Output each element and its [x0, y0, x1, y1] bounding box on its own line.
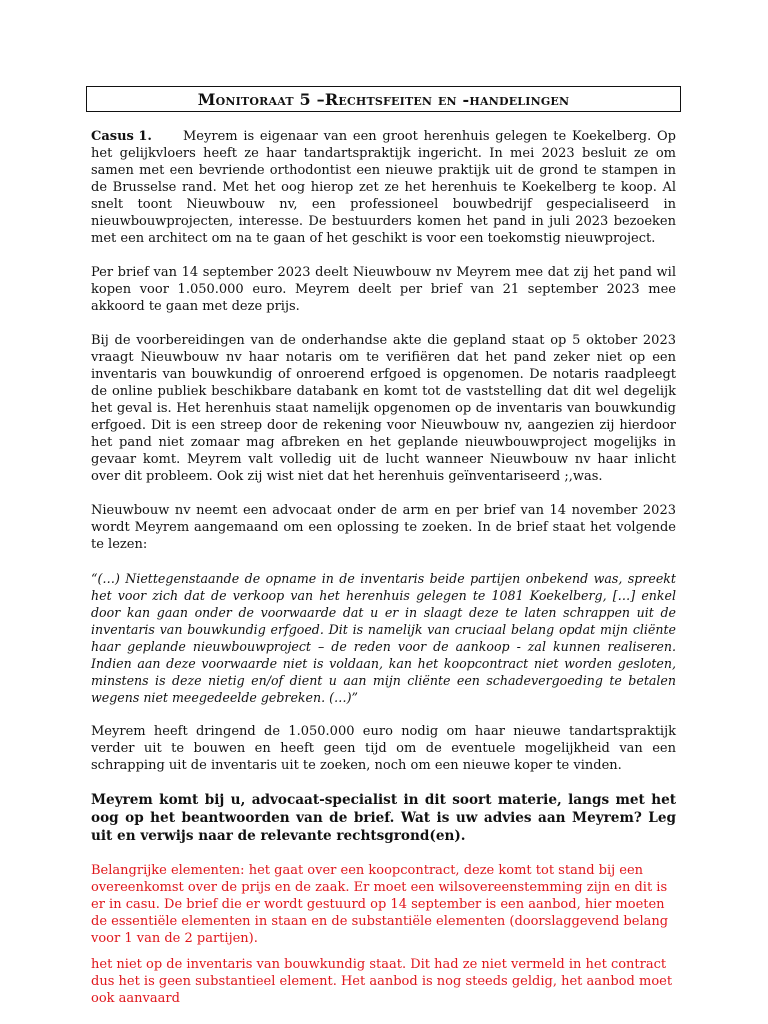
casus-intro: Meyrem is eigenaar van een groot herenhuis gelegen te Koekelberg. Op het gelijkvloers heeft ze haar tandartspraktijk ingericht. In mei 2023 besluit ze om samen met een bevriende orthodontist een nieuwe praktijk uit de grond te stampen in de Brusselse rand. Met het oog hierop zet ze het herenhuis te Koekelberg te koop. Al snelt toont Nieuwbouw nv, een professioneel bouwbedrijf gespecialiseerd in nieuwbouwprojecten, interesse. De bestuurders komen het pand in juli 2023 bezoeken met een architect om na te gaan of het geschikt is voor een toekomstig nieuwproject. — [91, 129, 676, 246]
title-prefix: Monitoraat 5 – — [197, 89, 325, 109]
document-body — [91, 128, 676, 1024]
paragraph-notary: Bij de voorbereidingen van de onderhandse akte die gepland staat op 5 oktober 2023 vraagt Nieuwbouw nv haar notaris om te verifiëren dat het pand zeker niet op een inventaris van bouwkundig of onroerend erfgoed is opgenomen. De notaris raadpleegt de online publiek beschikbare databank en komt tot de vaststelling dat dit wel degelijk het geval is. Het herenhuis staat namelijk opgenomen op de inventaris van bouwkundig erfgoed. Dit is een streep door de rekening voor Nieuwbouw nv, aangezien zij hierdoor het pand niet zomaar mag afbreken en het geplande nieuwbouwproject mogelijks in gevaar komt. Meyrem valt volledig uit de lucht wanneer Nieuwbouw nv haar inlicht over dit probleem. Ook zij wist niet dat het herenhuis geïnventariseerd ;,was. — [91, 333, 676, 484]
paragraph-letter: Nieuwbouw nv neemt een advocaat onder de arm en per brief van 14 november 2023 wordt Meyrem aangemaand om een oplossing te zoeken. In de brief staat het volgende te lezen: — [91, 503, 676, 552]
paragraph-offer: Per brief van 14 september 2023 deelt Nieuwbouw nv Meyrem mee dat zij het pand wil kopen voor 1.050.000 euro. Meyrem deelt per brief van 21 september 2023 mee akkoord te gaan met deze prijs. — [91, 265, 676, 314]
page-title — [86, 86, 681, 112]
answer-note: het niet op de inventaris van bouwkundig staat. Dit had ze niet vermeld in het contract dus het is geen substantieel element. Het aanbod is nog steeds geldig, het aanbod moet ook aanvaard — [91, 957, 673, 1006]
paragraph-after-quote: Meyrem heeft dringend de 1.050.000 euro nodig om haar nieuwe tandartspraktijk verder uit te bouwen en heeft geen tijd om de eventuele mogelijkheid van een schrapping uit de inventaris uit te zoeken, noch om een nieuwe koper te vinden. — [91, 724, 676, 773]
answer-note: Belangrijke elementen: het gaat over een koopcontract, deze komt tot stand bij een overeenkomst over de prijs en de zaak. Er moet een wilsovereenstemming zijn en dit is er in casu. De brief die er wordt gestuurd op 14 september is een aanbod, hier moeten de essentiële elementen in staan en de substantiële elementen (doorslaggevend belang voor 1 van de 2 partijen). — [91, 863, 669, 946]
letter-quote: “(…) Niettegenstaande de opname in de inventaris beide partijen onbekend was, spreekt het voor zich dat de verkoop van het herenhuis gelegen te 1081 Koekelberg, […] enkel door kan gaan onder de voorwaarde dat u er in slaagt deze te laten schrappen uit de inventaris van bouwkundig erfgoed. Dit is namelijk van cruciaal belang opdat mijn cliënte haar geplande nieuwbouwproject – de reden voor de aankoop - zal kunnen realiseren. Indien aan deze voorwaarde niet is voldaan, kan het koopcontract niet worden gesloten, minstens is deze nietig en/of dient u aan mijn cliënte een schadevergoeding te betalen wegens niet meegedeelde gebreken. (…)” — [91, 571, 676, 705]
title-rest: Rechtsfeiten en -handelingen — [324, 89, 570, 109]
casus-paragraph — [91, 128, 676, 247]
casus-label: Casus 1. — [91, 129, 152, 144]
assignment-question: Meyrem komt bij u, advocaat-specialist in dit soort materie, langs met het oog op het beantwoorden van de brief. Wat is uw advies aan Meyrem? Leg uit en verwijs naar de relevante rechtsgrond(en). — [91, 792, 676, 844]
